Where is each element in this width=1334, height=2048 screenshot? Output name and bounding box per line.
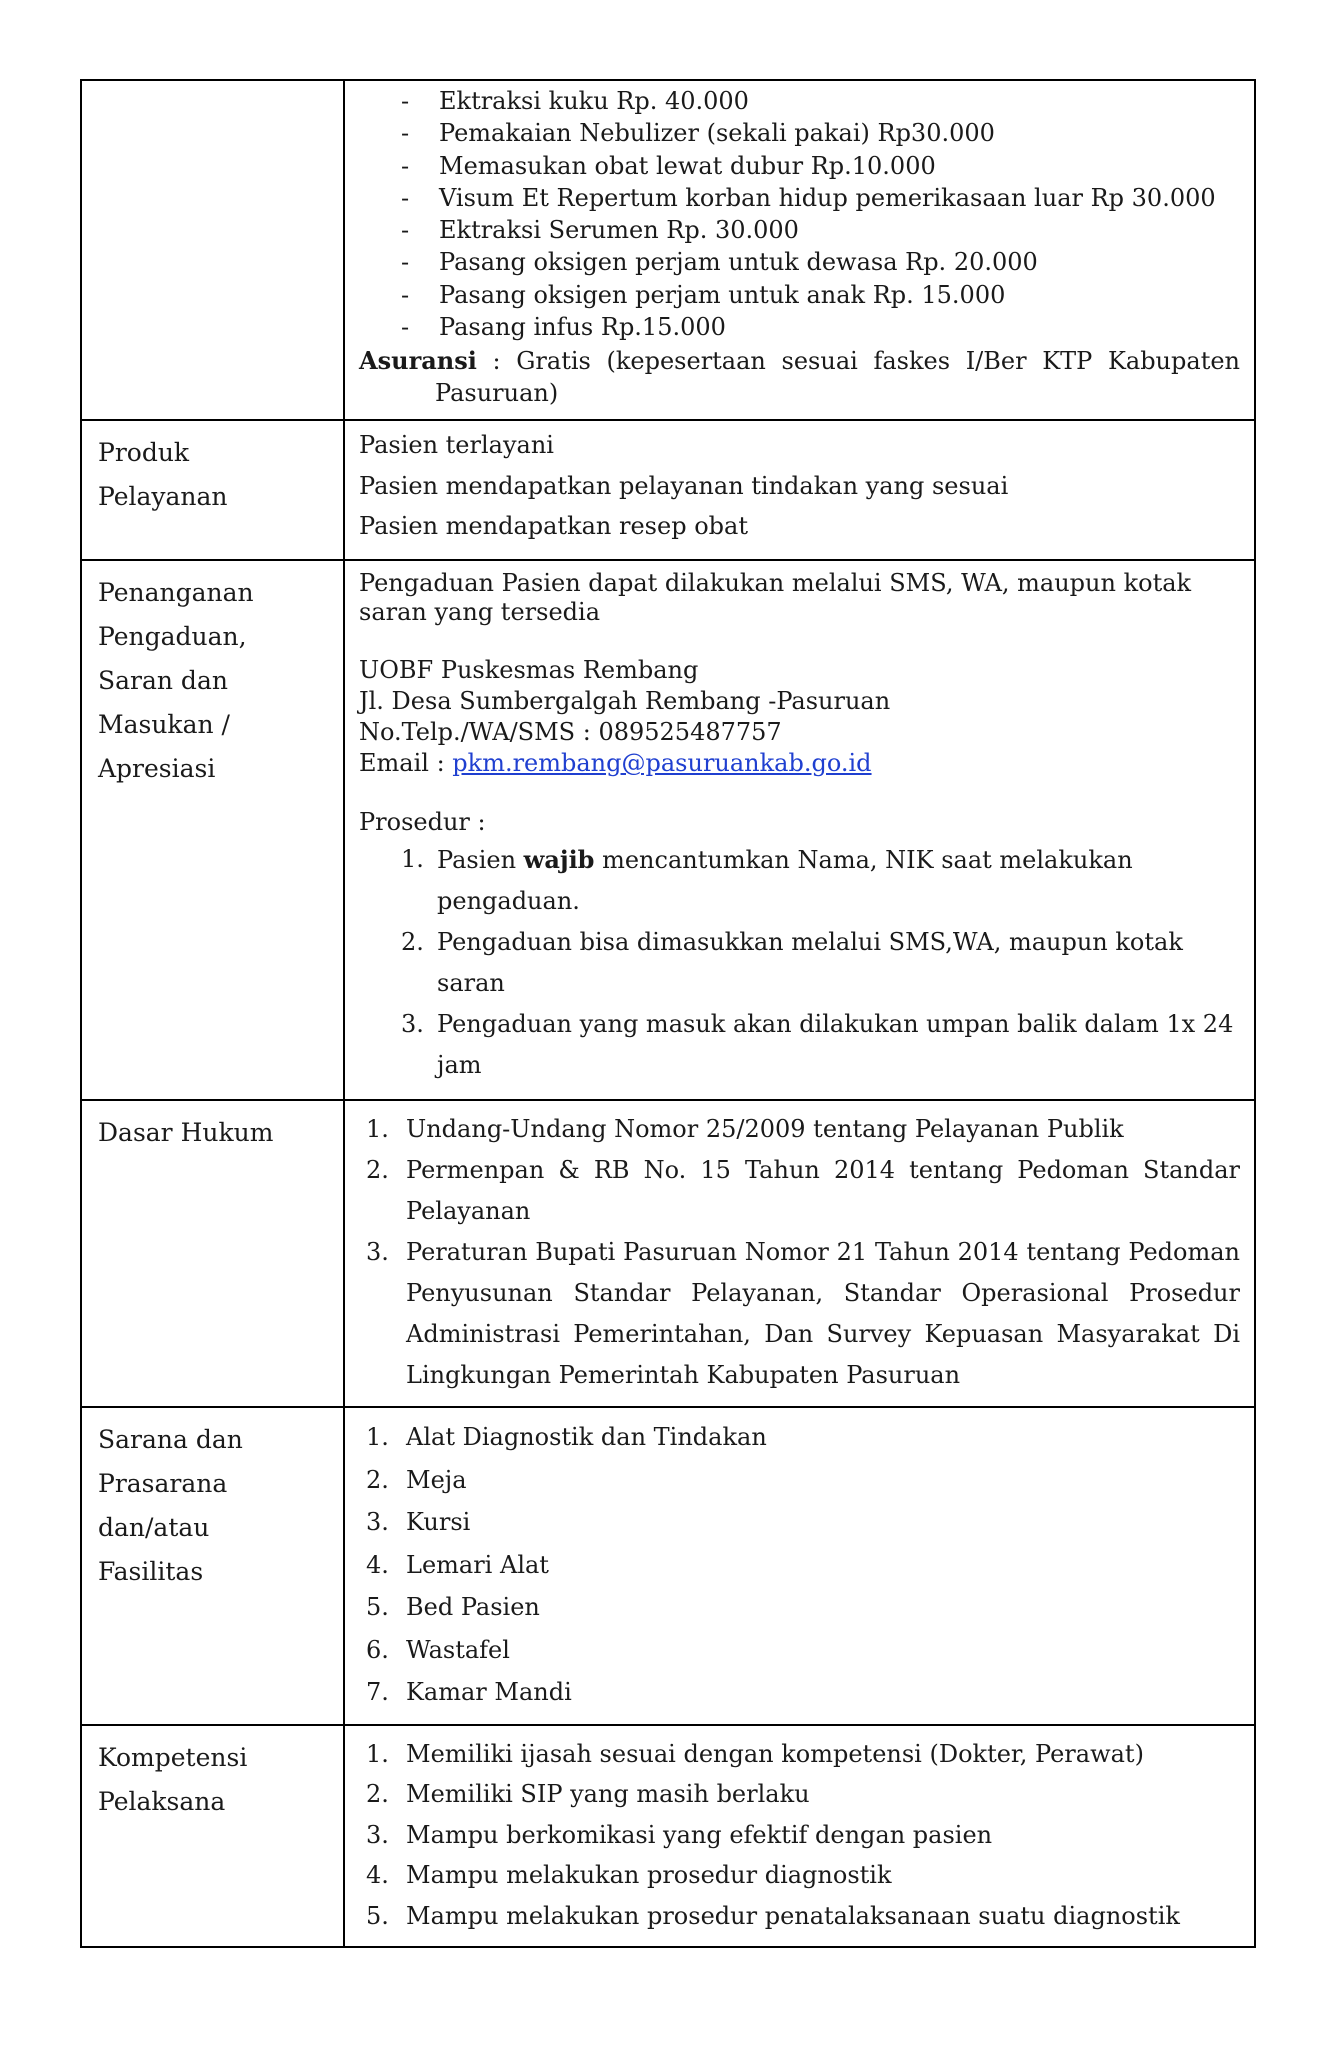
pengaduan-label-line: Penanganan	[98, 578, 254, 608]
sarana-number: 1.	[366, 1423, 389, 1452]
tarif-item: - Ektraksi kuku Rp. 40.000	[359, 85, 1240, 117]
pengaduan-label-line: Masukan /	[98, 710, 230, 740]
service-standard-table	[80, 79, 1256, 1948]
kompetensi-label-line: Kompetensi	[98, 1742, 248, 1772]
sarana-item	[359, 1629, 1240, 1672]
sarana-text: Alat Diagnostik dan Tindakan	[406, 1423, 767, 1452]
kompetensi-number: 3.	[366, 1820, 389, 1849]
sarana-label-line: dan/atau	[98, 1513, 210, 1543]
prosedur-item	[359, 1004, 1240, 1086]
kompetensi-list	[359, 1734, 1240, 1937]
kompetensi-item	[359, 1734, 1240, 1775]
sarana-text: Bed Pasien	[406, 1593, 540, 1622]
prosedur-number: 3.	[401, 1010, 424, 1039]
email-link[interactable]: pkm.rembang@pasuruankab.go.id	[452, 749, 872, 778]
sarana-row	[81, 1407, 1255, 1725]
pengaduan-label-line: Saran dan	[98, 666, 228, 696]
produk-label-line: Pelayanan	[98, 482, 228, 512]
kompetensi-number: 4.	[366, 1861, 389, 1890]
produk-label-line: Produk	[98, 438, 190, 468]
sarana-item	[359, 1586, 1240, 1629]
asuransi-text: : Gratis (kepesertaan sesuai faskes I/Ber KTP Kabupaten	[492, 347, 1240, 376]
prosedur-text: mencantumkan Nama, NIK saat melakukan pengaduan.	[437, 846, 1133, 916]
prosedur-text: Pasien	[437, 846, 524, 875]
contact-address: Jl. Desa Sumbergalgah Rembang -Pasuruan	[359, 687, 891, 716]
kompetensi-text: Memiliki ijasah sesuai dengan kompetensi (Dokter, Perawat)	[406, 1739, 1144, 1768]
prosedur-label: Prosedur :	[359, 808, 486, 837]
kompetensi-item	[359, 1815, 1240, 1856]
kompetensi-row	[81, 1725, 1255, 1948]
email-label: Email :	[359, 749, 453, 778]
sarana-number: 7.	[366, 1678, 389, 1707]
pengaduan-content-cell	[344, 560, 1255, 1100]
kompetensi-number: 5.	[366, 1901, 389, 1930]
produk-item: Pasien terlayani	[359, 431, 554, 460]
pengaduan-row	[81, 560, 1255, 1100]
dasar-hukum-number: 3.	[366, 1238, 389, 1267]
sarana-text: Kamar Mandi	[406, 1678, 572, 1707]
sarana-label-cell	[81, 1407, 344, 1725]
prosedur-item	[359, 839, 1240, 922]
tarif-item: - Pemakaian Nebulizer (sekali pakai) Rp30.000	[359, 117, 1240, 149]
sarana-item	[359, 1544, 1240, 1587]
dasar-hukum-label-cell	[81, 1100, 344, 1407]
kompetensi-text: Memiliki SIP yang masih berlaku	[406, 1780, 810, 1809]
kompetensi-item	[359, 1774, 1240, 1815]
dasar-hukum-item	[359, 1150, 1240, 1232]
sarana-content-cell	[344, 1407, 1255, 1725]
tarif-label-cell	[81, 80, 344, 420]
kompetensi-label-line: Pelaksana	[98, 1786, 226, 1816]
kompetensi-item	[359, 1896, 1240, 1937]
dasar-hukum-text: Undang-Undang Nomor 25/2009 tentang Pelayanan Publik	[406, 1115, 1124, 1144]
dasar-hukum-text: Peraturan Bupati Pasuruan Nomor 21 Tahun 2014 tentang Pedoman Penyusunan Standar Pelayanan, Standar Operasional Prosedur Administrasi Pemerintahan, Dan Survey Kepuasan Masyarakat Di Lingkungan Pemerintah Kabupaten Pasuruan	[406, 1238, 1240, 1390]
sarana-number: 6.	[366, 1635, 389, 1664]
dasar-hukum-text: Permenpan & RB No. 15 Tahun 2014 tentang Pedoman Standar Pelayanan	[406, 1156, 1240, 1226]
sarana-item	[359, 1671, 1240, 1714]
pengaduan-label-line: Apresiasi	[98, 754, 216, 784]
prosedur-number: 2.	[401, 928, 424, 957]
sarana-item	[359, 1459, 1240, 1502]
sarana-text: Meja	[406, 1465, 467, 1494]
sarana-item	[359, 1416, 1240, 1459]
produk-content-cell	[344, 420, 1255, 560]
kompetensi-content-cell	[344, 1725, 1255, 1948]
dasar-hukum-item	[359, 1109, 1240, 1150]
sarana-text: Lemari Alat	[406, 1550, 549, 1579]
kompetensi-number: 2.	[366, 1780, 389, 1809]
kompetensi-number: 1.	[366, 1739, 389, 1768]
pengaduan-label-line: Pengaduan,	[98, 622, 247, 652]
prosedur-bold: wajib	[523, 845, 595, 875]
produk-item: Pasien mendapatkan resep obat	[359, 512, 748, 541]
pengaduan-intro	[359, 569, 1240, 627]
dasar-hukum-label: Dasar Hukum	[98, 1118, 274, 1148]
prosedur-list	[359, 839, 1240, 1086]
sarana-label-line: Sarana dan	[98, 1425, 243, 1455]
prosedur-item	[359, 922, 1240, 1004]
contact-phone: No.Telp./WA/SMS : 089525487757	[359, 718, 782, 747]
tarif-row	[81, 80, 1255, 420]
sarana-number: 5.	[366, 1593, 389, 1622]
prosedur-number: 1.	[401, 845, 424, 874]
tarif-item: - Pasang infus Rp.15.000	[359, 311, 1240, 343]
tarif-item: - Ektraksi Serumen Rp. 30.000	[359, 214, 1240, 246]
kompetensi-text: Mampu melakukan prosedur diagnostik	[406, 1861, 892, 1890]
pengaduan-label-cell	[81, 560, 344, 1100]
kompetensi-text: Mampu berkomikasi yang efektif dengan pasien	[406, 1820, 993, 1849]
tarif-list	[359, 85, 1240, 343]
sarana-list	[359, 1416, 1240, 1714]
pengaduan-intro-line: Pengaduan Pasien dapat dilakukan melalui SMS, WA, maupun kotak	[359, 569, 1192, 598]
sarana-item	[359, 1501, 1240, 1544]
pengaduan-intro-line: saran yang tersedia	[359, 598, 600, 627]
kompetensi-label-cell	[81, 1725, 344, 1948]
tarif-item: - Memasukan obat lewat dubur Rp.10.000	[359, 150, 1240, 182]
asuransi-label: Asuransi	[359, 346, 477, 376]
sarana-label-line: Fasilitas	[98, 1557, 204, 1587]
contact-name: UOBF Puskesmas Rembang	[359, 656, 699, 685]
sarana-label-line: Prasarana	[98, 1469, 228, 1499]
dasar-hukum-list	[359, 1109, 1240, 1396]
sarana-number: 2.	[366, 1465, 389, 1494]
dasar-hukum-item	[359, 1232, 1240, 1396]
asuransi-line	[359, 345, 1240, 377]
asuransi-continuation: Pasuruan)	[435, 379, 559, 408]
tarif-item: - Pasang oksigen perjam untuk anak Rp. 15.000	[359, 279, 1240, 311]
dasar-hukum-content-cell	[344, 1100, 1255, 1407]
produk-label-cell	[81, 420, 344, 560]
sarana-number: 4.	[366, 1550, 389, 1579]
produk-row	[81, 420, 1255, 560]
dasar-hukum-number: 1.	[366, 1115, 389, 1144]
produk-item: Pasien mendapatkan pelayanan tindakan yang sesuai	[359, 471, 1009, 500]
prosedur-text: Pengaduan bisa dimasukkan melalui SMS,WA, maupun kotak saran	[437, 928, 1183, 998]
kompetensi-text: Mampu melakukan prosedur penatalaksanaan suatu diagnostik	[406, 1901, 1180, 1930]
contact-block	[359, 655, 1240, 779]
sarana-number: 3.	[366, 1508, 389, 1537]
contact-email-line	[359, 748, 1240, 779]
tarif-item: - Visum Et Repertum korban hidup pemerikasaan luar Rp 30.000	[359, 182, 1240, 214]
prosedur-text: Pengaduan yang masuk akan dilakukan umpan balik dalam 1x 24 jam	[437, 1010, 1234, 1080]
tarif-item: - Pasang oksigen perjam untuk dewasa Rp. 20.000	[359, 246, 1240, 278]
tarif-content-cell	[344, 80, 1255, 420]
kompetensi-item	[359, 1855, 1240, 1896]
dasar-hukum-number: 2.	[366, 1156, 389, 1185]
sarana-text: Kursi	[406, 1508, 471, 1537]
dasar-hukum-row	[81, 1100, 1255, 1407]
sarana-text: Wastafel	[406, 1635, 510, 1664]
